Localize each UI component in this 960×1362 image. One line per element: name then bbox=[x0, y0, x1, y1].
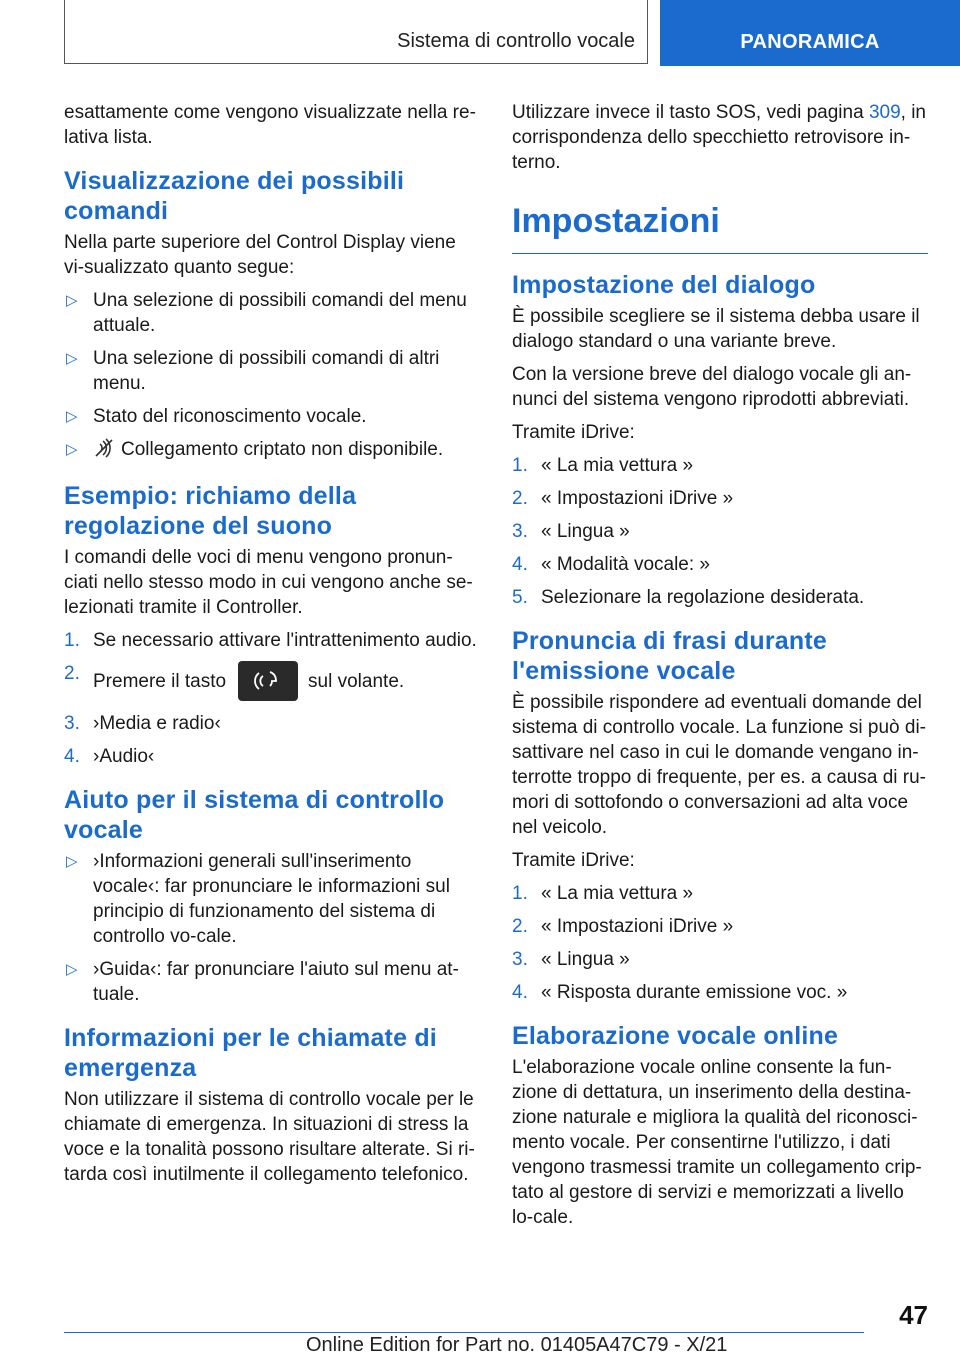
heading-emergenza: Informazioni per le chiamate di emergenza bbox=[64, 1024, 437, 1082]
step-number: 5. bbox=[512, 587, 528, 608]
footer-divider bbox=[64, 1332, 864, 1333]
list-item bbox=[64, 437, 480, 465]
list-item bbox=[64, 628, 480, 653]
tab-panoramica[interactable] bbox=[660, 0, 960, 66]
step-text: « Impostazioni iDrive » bbox=[541, 488, 734, 509]
step-number: 2. bbox=[512, 916, 528, 937]
steps-esempio bbox=[64, 628, 480, 769]
triangle-bullet-icon: ▷ bbox=[66, 441, 78, 458]
page-number: 47 bbox=[899, 1300, 928, 1330]
sos-text-end: , in corrispondenza dello specchietto retrovisore in-terno. bbox=[512, 102, 927, 173]
heading-esempio: Esempio: richiamo della regolazione del suono bbox=[64, 482, 357, 540]
step-text: ›Media e radio‹ bbox=[93, 713, 221, 734]
step-number: 2. bbox=[512, 488, 528, 509]
triangle-bullet-icon: ▷ bbox=[66, 961, 78, 978]
speech-crossed-icon bbox=[93, 438, 115, 465]
tramite-idrive-1: Tramite iDrive: bbox=[512, 422, 635, 443]
step-number: 3. bbox=[512, 521, 528, 542]
step-number: 2. bbox=[64, 663, 80, 684]
triangle-bullet-icon: ▷ bbox=[66, 853, 78, 870]
triangle-bullet-icon: ▷ bbox=[66, 292, 78, 309]
list-item bbox=[64, 346, 480, 396]
heading-aiuto: Aiuto per il sistema di controllo vocale bbox=[64, 786, 445, 844]
list-item bbox=[512, 519, 928, 544]
step-text: « La mia vettura » bbox=[541, 455, 694, 476]
list-item bbox=[512, 947, 928, 972]
list-item bbox=[64, 711, 480, 736]
step-number: 1. bbox=[512, 883, 528, 904]
list-item bbox=[512, 453, 928, 478]
paragraph-esempio: I comandi delle voci di menu vengono pronun-ciati nello stesso modo in cui vengono anche se-lezionati tramite il Controller. bbox=[64, 547, 473, 618]
list-item bbox=[512, 585, 928, 610]
list-item bbox=[64, 957, 480, 1007]
intro-paragraph: esattamente come vengono visualizzate nella re-lativa lista. bbox=[64, 102, 476, 148]
list-item-text: ›Informazioni generali sull'inserimento vocale‹: far pronunciare le informazioni sul principio di funzionamento del sistema di controllo vo-cale. bbox=[93, 851, 450, 947]
left-column bbox=[64, 100, 480, 1195]
list-aiuto bbox=[64, 849, 480, 1007]
header-frame bbox=[64, 0, 648, 64]
paragraph-dialogo-2: Con la versione breve del dialogo vocale gli an-nunci del sistema vengono riprodotti abbreviati. bbox=[512, 364, 912, 410]
step-number: 1. bbox=[512, 455, 528, 476]
list-item-text: Stato del riconoscimento vocale. bbox=[93, 406, 367, 427]
heading-pronuncia: Pronuncia di frasi durante l'emissione vocale bbox=[512, 627, 827, 685]
step-text: « Lingua » bbox=[541, 521, 630, 542]
heading-dialogo: Impostazione del dialogo bbox=[512, 271, 816, 299]
step-text: sul volante. bbox=[308, 671, 405, 692]
tab-panoramica-label: PANORAMICA bbox=[740, 31, 880, 53]
step-number: 3. bbox=[64, 713, 80, 734]
footer-edition: Online Edition for Part no. 01405A47C79 - X/21 bbox=[306, 1334, 728, 1356]
list-item bbox=[512, 552, 928, 577]
step-text: « Modalità vocale: » bbox=[541, 554, 710, 575]
step-number: 4. bbox=[512, 982, 528, 1003]
voice-control-button-icon bbox=[238, 661, 298, 701]
list-item bbox=[64, 849, 480, 949]
paragraph-emergenza: Non utilizzare il sistema di controllo vocale per le chiamate di emergenza. In situazioni di stress la voce e la tonalità possono risultare alterate. Si ri-tarda così inutilmente il collegamento telefonico. bbox=[64, 1089, 475, 1185]
triangle-bullet-icon: ▷ bbox=[66, 350, 78, 367]
list-item bbox=[64, 288, 480, 338]
heading-online: Elaborazione vocale online bbox=[512, 1022, 839, 1050]
paragraph-possibili: Nella parte superiore del Control Display viene vi-sualizzato quanto segue: bbox=[64, 232, 456, 278]
heading-impostazioni: Impostazioni bbox=[512, 201, 928, 254]
step-text: « Impostazioni iDrive » bbox=[541, 916, 734, 937]
list-item bbox=[512, 914, 928, 939]
step-text: « La mia vettura » bbox=[541, 883, 694, 904]
step-number: 4. bbox=[64, 746, 80, 767]
heading-possibili-comandi: Visualizzazione dei possibili comandi bbox=[64, 167, 405, 225]
step-number: 3. bbox=[512, 949, 528, 970]
step-text: Selezionare la regolazione desiderata. bbox=[541, 587, 865, 608]
list-item-text: Collegamento criptato non disponibile. bbox=[121, 439, 444, 460]
paragraph-pronuncia: È possibile rispondere ad eventuali domande del sistema di controllo vocale. La funzione si può di-sattivare nel caso in cui le domande vengano in-terrotte troppo di frequente, per es. a causa di ru-mori di sottofondo o conversazioni ad alta voce nel veicolo. bbox=[512, 692, 927, 838]
paragraph-online: L'elaborazione vocale online consente la fun-zione di dettatura, un inserimento della destina-zione naturale e migliora la qualità del riconosci-mento vocale. Per consentirne l'utilizzo, i dati vengono trasmessi tramite un collegamento crip-tato al gestore di servizi e memorizzati a livello lo-cale. bbox=[512, 1057, 922, 1228]
step-text: ›Audio‹ bbox=[93, 746, 155, 767]
right-column bbox=[512, 100, 928, 1238]
step-text: Premere il tasto bbox=[93, 671, 227, 692]
step-number: 4. bbox=[512, 554, 528, 575]
step-text: « Risposta durante emissione voc. » bbox=[541, 982, 848, 1003]
list-item-text: Una selezione di possibili comandi del menu attuale. bbox=[93, 290, 467, 336]
paragraph-dialogo-1: È possibile scegliere se il sistema debba usare il dialogo standard o una variante breve. bbox=[512, 306, 920, 352]
list-item bbox=[512, 881, 928, 906]
list-item-text: ›Guida‹: far pronunciare l'aiuto sul menu at-tuale. bbox=[93, 959, 459, 1005]
triangle-bullet-icon: ▷ bbox=[66, 408, 78, 425]
steps-dialogo bbox=[512, 453, 928, 610]
paragraph-sos bbox=[512, 100, 928, 175]
step-text: « Lingua » bbox=[541, 949, 630, 970]
sos-text: Utilizzare invece il tasto SOS, vedi pagina bbox=[512, 102, 864, 123]
list-item bbox=[64, 744, 480, 769]
list-item bbox=[64, 404, 480, 429]
list-item bbox=[64, 661, 480, 701]
list-item-text: Una selezione di possibili comandi di altri menu. bbox=[93, 348, 440, 394]
list-item bbox=[512, 980, 928, 1005]
step-number: 1. bbox=[64, 630, 80, 651]
page-link[interactable]: 309 bbox=[868, 102, 901, 123]
tramite-idrive-2: Tramite iDrive: bbox=[512, 850, 635, 871]
list-item bbox=[512, 486, 928, 511]
list-possibili bbox=[64, 288, 480, 465]
steps-pronuncia bbox=[512, 881, 928, 1005]
step-text: Se necessario attivare l'intrattenimento audio. bbox=[93, 630, 477, 651]
section-title: Sistema di controllo vocale bbox=[397, 30, 635, 52]
